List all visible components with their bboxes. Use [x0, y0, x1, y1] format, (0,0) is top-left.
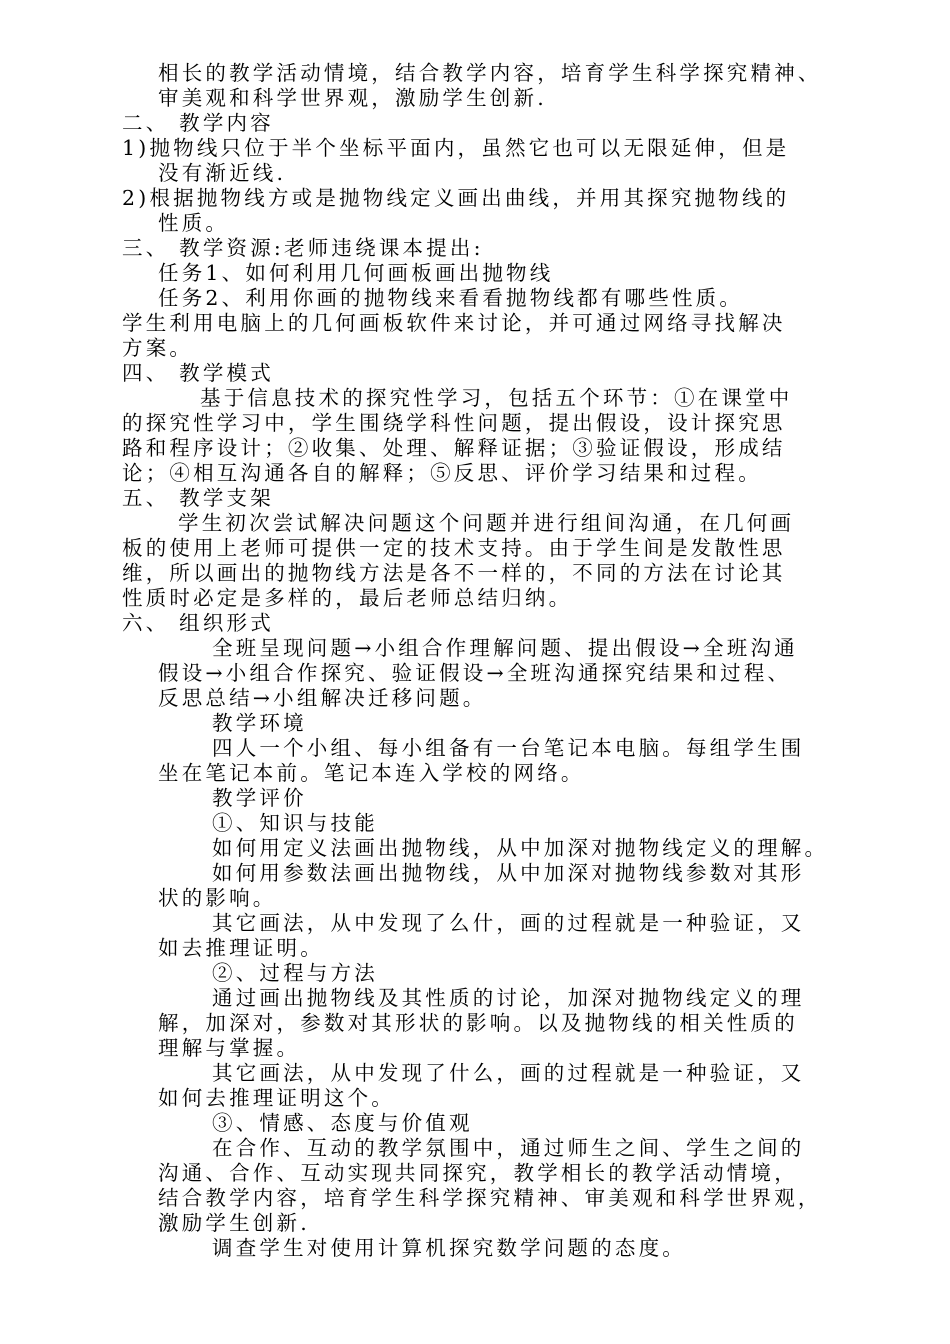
text-line: 通过画出抛物线及其性质的讨论，加深对抛物线定义的理: [212, 986, 805, 1010]
text-line: 如去推理证明。: [158, 936, 324, 960]
text-line: 的探究性学习中，学生围绕学科性问题，提出假设，设计探究思: [122, 411, 786, 435]
text-line: 如何用定义法画出抛物线，从中加深对抛物线定义的理解。: [212, 836, 829, 860]
text-line: 假设→小组合作探究、验证假设→全班沟通探究结果和过程、: [158, 661, 792, 685]
section-heading: 二、 教学内容: [122, 111, 274, 135]
text-line: 在合作、互动的教学氛围中，通过师生之间、学生之间的: [212, 1136, 805, 1160]
text-line: 性质时必定是多样的，最后老师总结归纳。: [122, 586, 573, 610]
text-line: 性质。: [158, 211, 230, 235]
text-line: 相长的教学活动情境，结合教学内容，培育学生科学探究精神、: [158, 61, 822, 85]
section-heading: 六、 组织形式: [122, 611, 274, 635]
text-line: 路和程序设计；②收集、处理、解释证据；③验证假设，形成结: [122, 436, 786, 460]
text-line: 其它画法，从中发现了么什，画的过程就是一种验证，又: [212, 911, 805, 935]
text-line: 任务2、利用你画的抛物线来看看抛物线都有哪些性质。: [158, 286, 744, 310]
text-line: 论；④相互沟通各自的解释；⑤反思、评价学习结果和过程。: [122, 461, 762, 485]
text-line: 审美观和科学世界观，激励学生创新.: [158, 86, 547, 110]
text-line: 反思总结→小组解决迁移问题。: [158, 686, 487, 710]
subsection-heading: ①、知识与技能: [212, 811, 378, 835]
text-line: 四人一个小组、每小组备有一台笔记本电脑。每组学生围: [212, 736, 805, 760]
subsection-heading: 教学环境: [212, 711, 307, 735]
text-line: 状的影响。: [158, 886, 277, 910]
text-line: 结合教学内容，培育学生科学探究精神、审美观和科学世界观，: [158, 1186, 822, 1210]
subsection-heading: ②、过程与方法: [212, 961, 378, 985]
text-line: 1)抛物线只位于半个坐标平面内，虽然它也可以无限延伸，但是: [122, 136, 790, 160]
section-heading: 三、 教学资源:老师违绕课本提出:: [122, 236, 484, 260]
text-line: 方案。: [122, 336, 194, 360]
text-line: 2)根据抛物线方或是抛物线定义画出曲线，并用其探究抛物线的: [122, 186, 790, 210]
text-line: 调查学生对使用计算机探究数学问题的态度。: [212, 1236, 686, 1260]
text-line: 其它画法，从中发现了什么，画的过程就是一种验证，又: [212, 1061, 805, 1085]
text-line: 沟通、合作、互动实现共同探究，教学相长的教学活动情境，: [158, 1161, 798, 1185]
text-line: 解，加深对，参数对其形状的影响。以及抛物线的相关性质的: [158, 1011, 798, 1035]
text-line: 激励学生创新.: [158, 1211, 310, 1235]
text-line: 维，所以画出的抛物线方法是各不一样的，不同的方法在讨论其: [122, 561, 786, 585]
text-line: 全班呈现问题→小组合作理解问题、提出假设→全班沟通: [212, 636, 798, 660]
section-heading: 五、 教学支架: [122, 486, 274, 510]
text-line: 没有渐近线.: [158, 161, 287, 185]
subsection-heading: ③、情感、态度与价值观: [212, 1111, 473, 1135]
text-line: 学生利用电脑上的几何画板软件来讨论，并可通过网络寻找解决: [122, 311, 786, 335]
subsection-heading: 教学评价: [212, 786, 307, 810]
section-heading: 四、 教学模式: [122, 361, 274, 385]
text-line: 坐在笔记本前。笔记本连入学校的网络。: [158, 761, 585, 785]
text-line: 如何去推理证明这个。: [158, 1086, 395, 1110]
text-line: 板的使用上老师可提供一定的技术支持。由于学生间是发散性思: [122, 536, 786, 560]
text-line: 理解与掌握。: [158, 1036, 301, 1060]
text-line: 基于信息技术的探究性学习，包括五个环节：①在课堂中: [200, 386, 793, 410]
text-line: 任务1、如何利用几何画板画出抛物线: [158, 261, 554, 285]
text-line: 如何用参数法画出抛物线，从中加深对抛物线参数对其形: [212, 861, 805, 885]
text-line: 学生初次尝试解决问题这个问题并进行组间沟通，在几何画: [178, 511, 795, 535]
